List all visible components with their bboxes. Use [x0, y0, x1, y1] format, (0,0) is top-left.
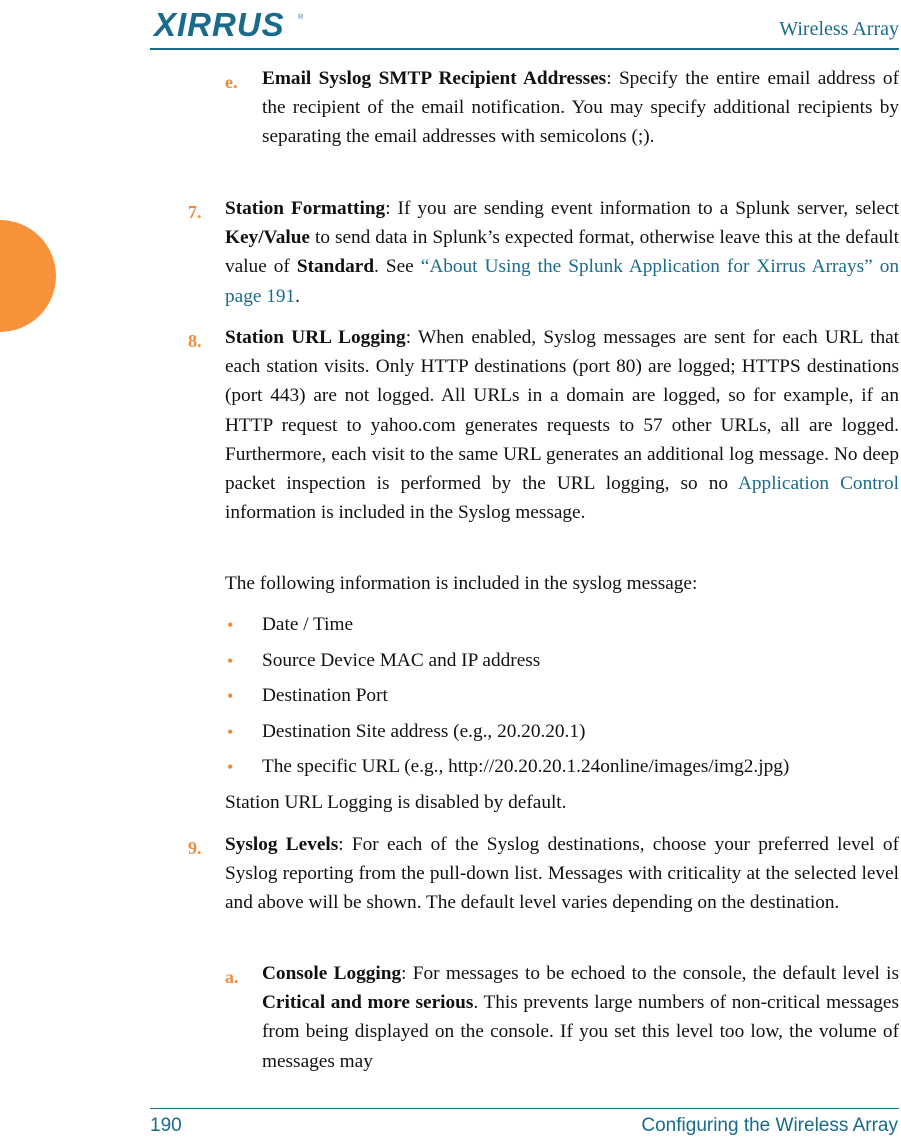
- item-a-term: Console Logging: [262, 963, 402, 984]
- item-8-intro: The following information is included in the syslog message:: [225, 573, 698, 594]
- item-7-paragraph: [225, 194, 899, 311]
- item-a-bold: Critical and more serious: [262, 992, 474, 1014]
- bullet-item: Source Device MAC and IP address: [262, 650, 541, 671]
- bullet-icon: •: [227, 757, 234, 777]
- item-7-text4: .: [295, 285, 300, 307]
- item-7-text1: : If you are sending event information to a Splunk server, select: [385, 198, 899, 219]
- item-7-term: Station Formatting: [225, 198, 386, 219]
- item-8-text2: information is included in the Syslog message.: [225, 502, 586, 524]
- item-8-text1: : When enabled, Syslog messages are sent for each URL that each station visits. Only HTTP destinations (port 80) are logged; HTTPS destinations (port 443) are not logged. All URLs in a domain are logged, so for example, if an HTTP request to yahoo.com generates requests to 57 other URLs, all are logged. Furthermore, each visit to the same URL generates an additional log message. No deep packet inspection is performed by the URL logging, so no: [225, 327, 899, 495]
- bullet-icon: •: [227, 615, 234, 635]
- item-9-paragraph: [225, 830, 899, 918]
- item-8-paragraph: [225, 323, 899, 527]
- svg-text:XIRRUS: XIRRUS: [154, 6, 285, 42]
- bullet-icon: •: [227, 651, 234, 671]
- item-9-text: : For each of the Syslog destinations, choose your preferred level of Syslog reporting from the pull-down list. Messages with criticality at the selected level and above will be shown. The default level varies depending on the destination.: [225, 834, 899, 914]
- item-marker-9: 9.: [188, 838, 202, 858]
- xirrus-logo: [152, 6, 304, 42]
- item-marker-7: 7.: [188, 202, 202, 222]
- item-7-bold-standard: Standard: [296, 256, 375, 278]
- footer-title: Configuring the Wireless Array: [641, 1115, 898, 1136]
- item-e-paragraph: [262, 64, 899, 152]
- application-control-link[interactable]: Application Control: [737, 473, 899, 495]
- item-8-term: Station URL Logging: [225, 327, 406, 348]
- item-e-term: Email Syslog SMTP Recipient Addresses: [262, 68, 607, 89]
- chapter-tab-marker: [0, 220, 56, 332]
- splunk-crossref-link[interactable]: “About Using the Splunk Application for Xirrus Arrays” on page 191: [225, 256, 900, 307]
- bullet-icon: •: [227, 686, 234, 706]
- bullet-item: Destination Site address (e.g., 20.20.20.1): [262, 721, 586, 742]
- svg-text:®: ®: [298, 14, 304, 21]
- bullet-icon: •: [227, 722, 234, 742]
- header-rule: [150, 48, 899, 50]
- bullet-item: Destination Port: [262, 685, 388, 706]
- item-marker-8: 8.: [188, 331, 202, 351]
- item-7-bold-keyvalue: Key/Value: [225, 227, 310, 249]
- item-marker-e: e.: [225, 72, 238, 92]
- bullet-item: The specific URL (e.g., http://20.20.20.1.24online/images/img2.jpg): [262, 756, 790, 777]
- item-a-text2: . This prevents large numbers of non-critical messages from being displayed on the console. If you set this level too low, the volume of messages may: [262, 992, 899, 1072]
- item-7-text2: to send data in Splunk’s expected format, otherwise leave this at the default value of: [225, 227, 899, 278]
- page-number: 190: [150, 1115, 182, 1136]
- header-title: Wireless Array: [779, 18, 899, 40]
- item-8-outro: Station URL Logging is disabled by default.: [225, 792, 567, 813]
- item-marker-a: a.: [225, 967, 239, 987]
- item-a-text1: : For messages to be echoed to the console, the default level is: [401, 963, 899, 984]
- item-7-text3: . See: [374, 256, 421, 278]
- item-9-term: Syslog Levels: [225, 834, 339, 855]
- bullet-item: Date / Time: [262, 614, 354, 635]
- item-a-paragraph: [262, 959, 899, 1076]
- footer-rule: [150, 1108, 899, 1109]
- item-e-text: : Specify the entire email address of the recipient of the email notification. You may specify additional recipients by separating the email addresses with semicolons (;).: [262, 68, 899, 148]
